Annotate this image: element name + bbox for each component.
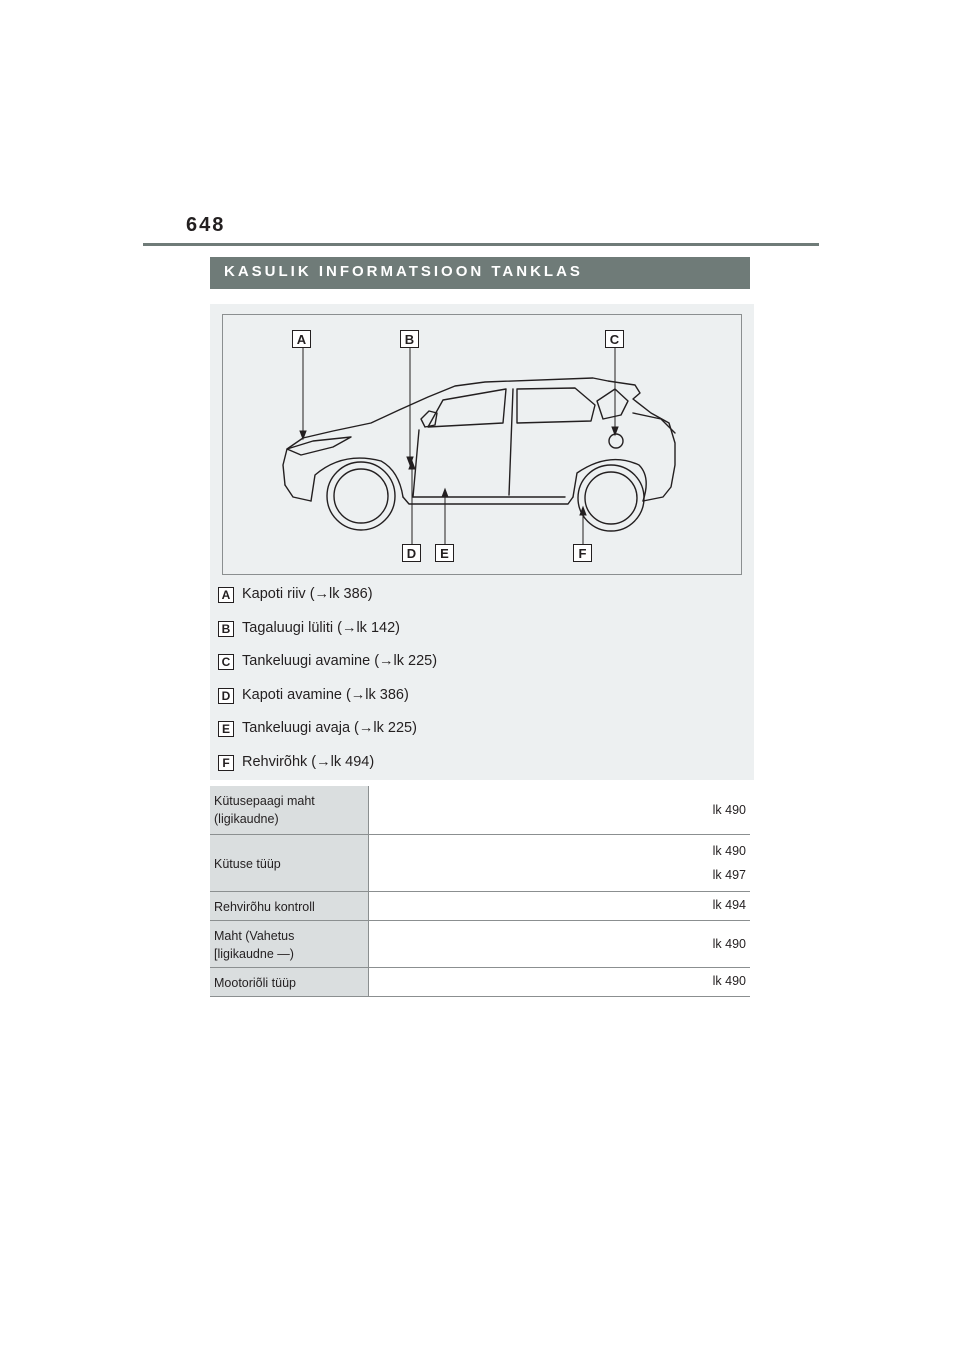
row-value [369, 920, 751, 967]
row-label [210, 786, 369, 834]
row-label [210, 891, 369, 920]
callout-f: F [573, 544, 592, 562]
callout-e: E [435, 544, 454, 562]
legend-letter: D [218, 688, 234, 704]
page-ref: lk 490 [712, 973, 746, 988]
legend-letter: A [218, 587, 234, 603]
car-illustration [223, 315, 743, 576]
row-label-line: Kütuse tüüp [214, 856, 281, 871]
fuel-info-table [210, 786, 750, 997]
page-number: 648 [186, 214, 226, 236]
row-label [210, 834, 369, 891]
page-ref: lk 497 [712, 867, 746, 882]
legend-text: Tankeluugi avaja (→lk 225) [242, 720, 417, 736]
legend-letter: B [218, 621, 234, 637]
legend-text: Tagaluugi lüliti (→lk 142) [242, 619, 400, 636]
table-row [210, 786, 750, 834]
legend-text: Rehvirõhk (→lk 494) [242, 753, 375, 770]
row-label-line: Rehvirõhu kontroll [214, 899, 315, 914]
row-value [369, 967, 751, 996]
car-diagram [222, 314, 742, 575]
legend-text: Tankeluugi avamine (→lk 225) [242, 653, 438, 669]
page-ref: lk 490 [712, 936, 746, 951]
info-panel [210, 304, 754, 780]
callout-d: D [402, 544, 421, 562]
legend-letter: F [218, 755, 234, 771]
legend-text: Kapoti avamine (→lk 386) [242, 686, 409, 703]
page-ref: lk 490 [712, 843, 746, 858]
callout-a: A [292, 330, 311, 348]
table-row [210, 920, 750, 967]
table-row [210, 834, 750, 891]
table-row [210, 891, 750, 920]
header-rule [143, 243, 819, 246]
callout-b: B [400, 330, 419, 348]
row-value [369, 891, 751, 920]
row-label [210, 967, 369, 996]
row-label [210, 920, 369, 967]
row-value [369, 786, 751, 834]
row-value [369, 834, 751, 891]
page-ref: lk 490 [712, 802, 746, 817]
callout-c: C [605, 330, 624, 348]
table-row [210, 967, 750, 996]
legend-letter: E [218, 721, 234, 737]
section-title: KASULIK INFORMATSIOON TANKLAS [210, 257, 750, 289]
legend-letter: C [218, 654, 234, 670]
row-label-line: [ligikaudne —) [214, 946, 294, 961]
page-ref: lk 494 [712, 897, 746, 912]
row-label-line: Maht (Vahetus [214, 928, 295, 943]
row-label-line: Mootoriõli tüüp [214, 975, 296, 990]
row-label-line: (ligikaudne) [214, 812, 279, 826]
legend-text: Kapoti riiv (→lk 386) [242, 586, 373, 602]
row-label-line: Kütusepaagi maht [214, 794, 315, 808]
